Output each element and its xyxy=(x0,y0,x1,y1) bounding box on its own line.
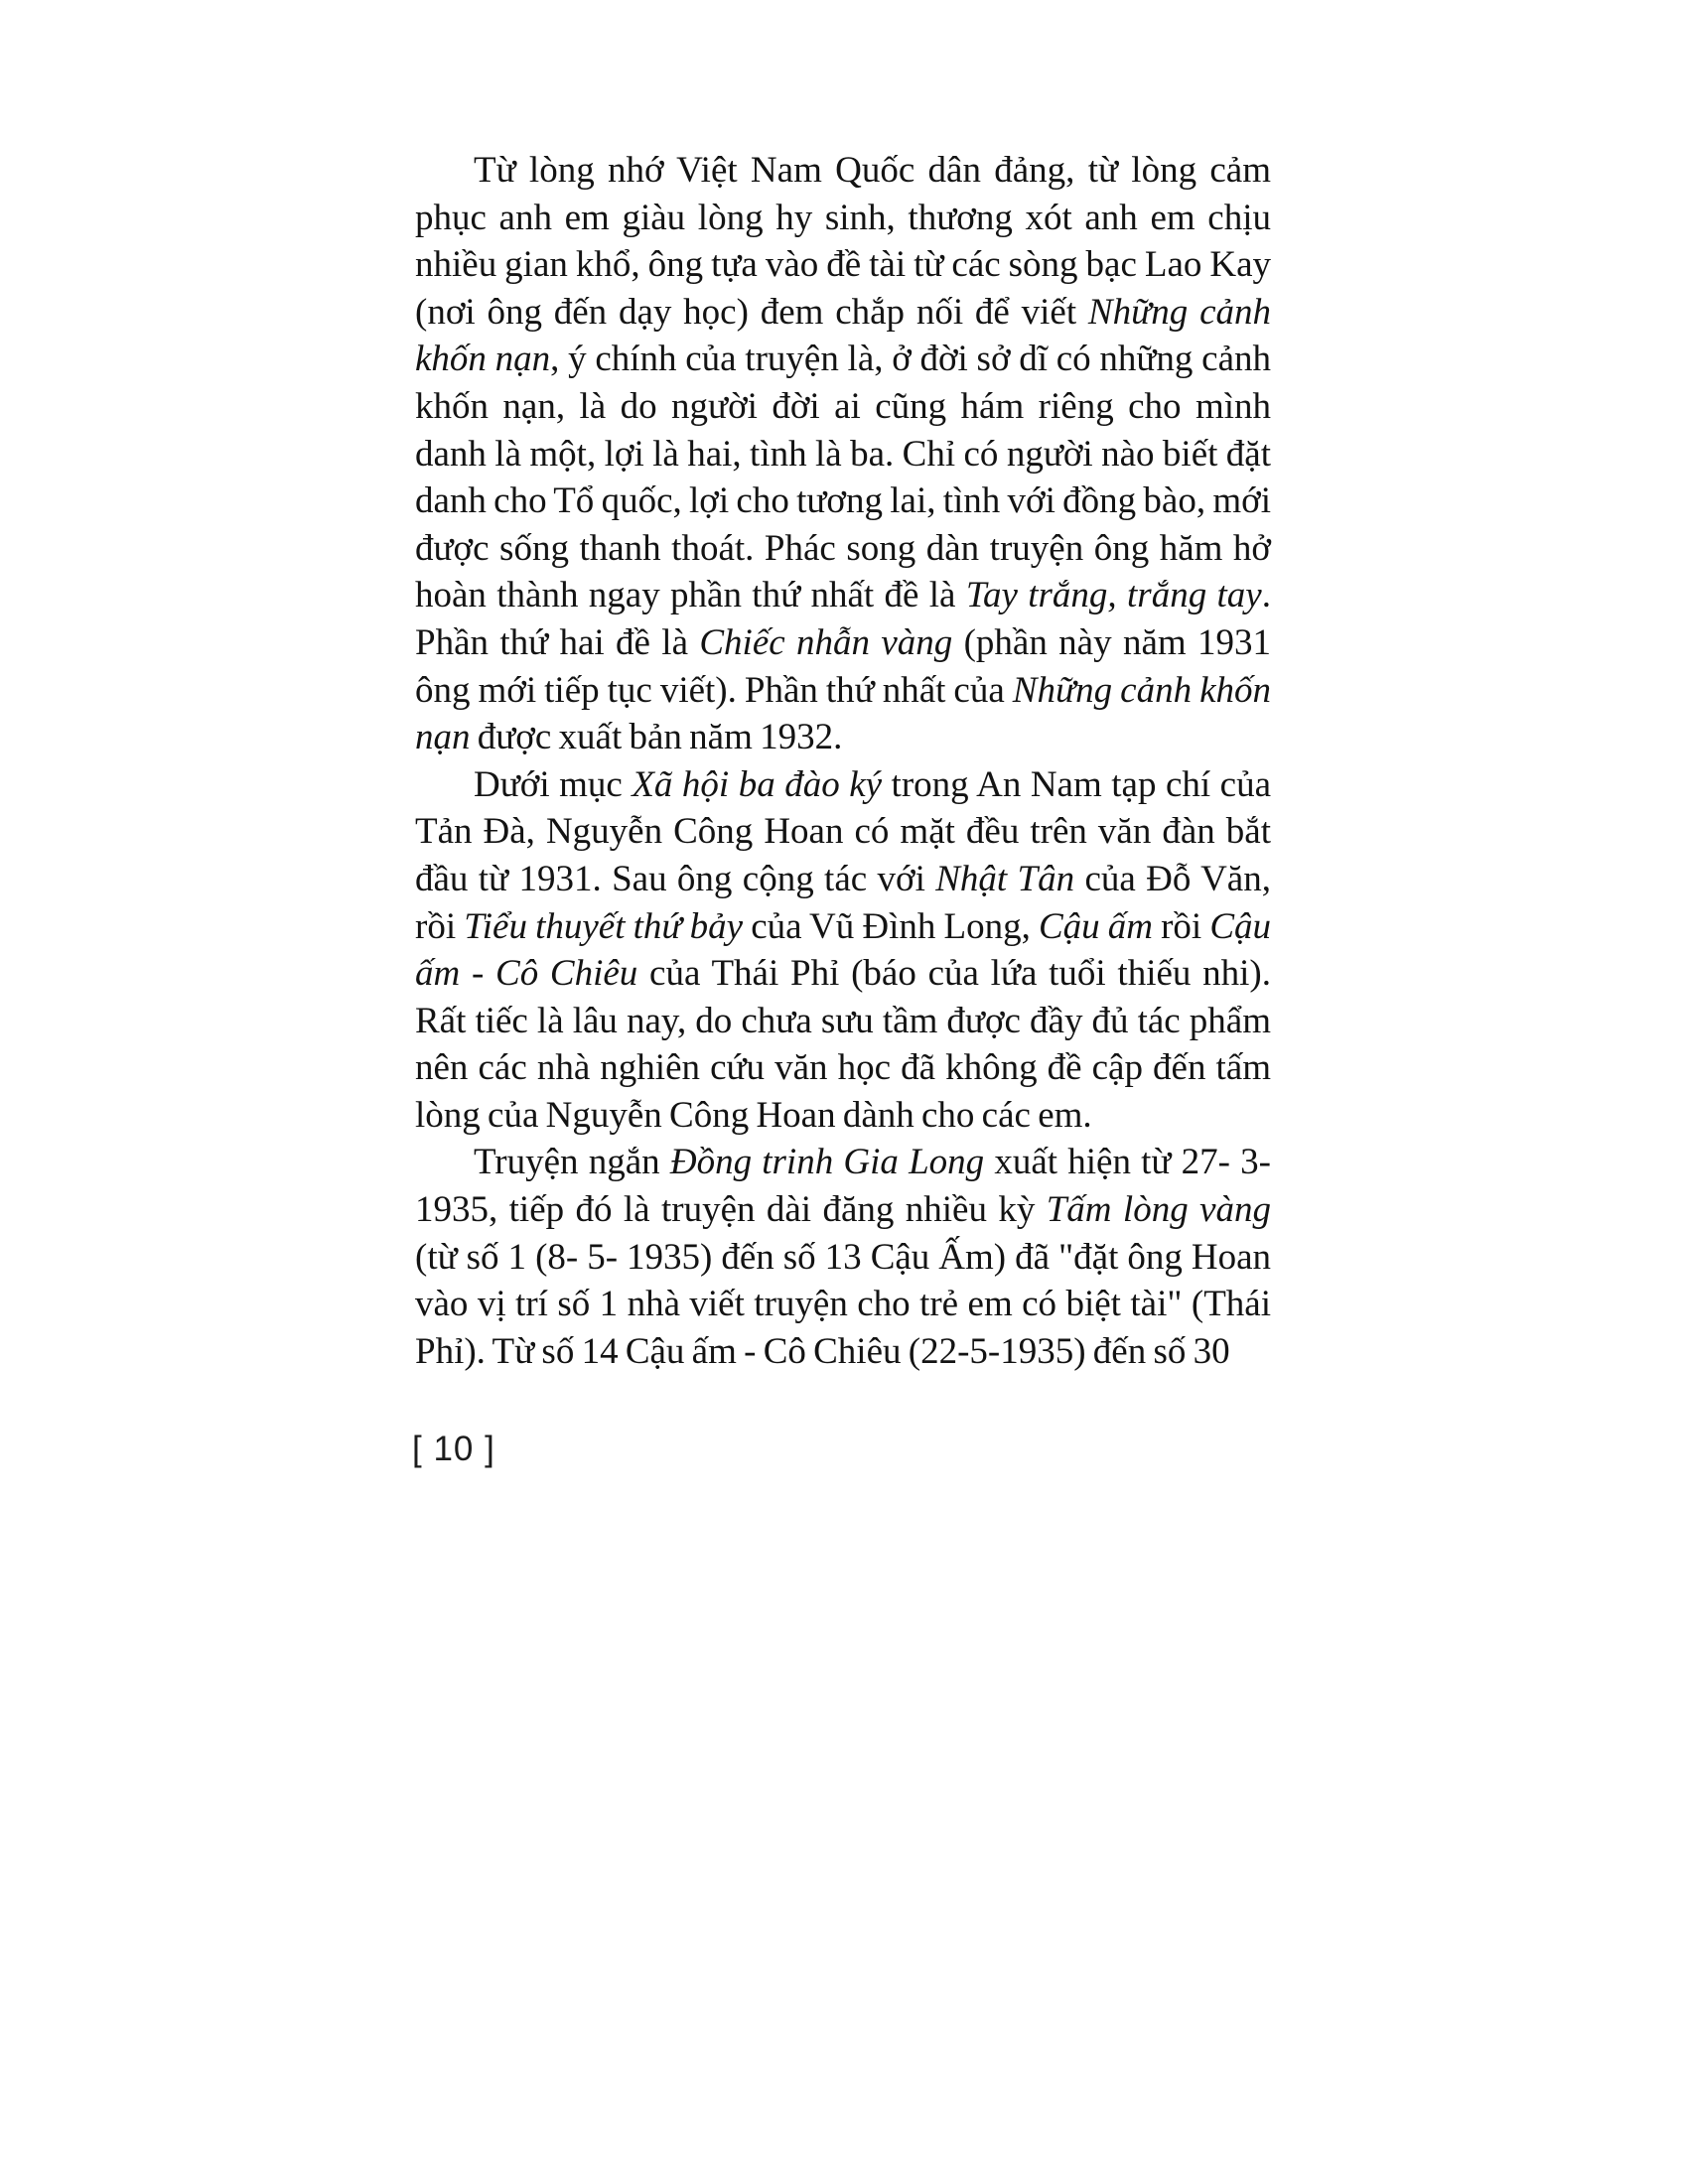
text-run: được xuất bản năm 1932. xyxy=(470,717,843,758)
text-run: của Đỗ Văn, rồi xyxy=(415,858,1271,947)
text-run: Từ lòng nhớ Việt Nam Quốc dân đảng, từ lòng cảm phục anh em giàu lòng hy sinh, thương xót anh em chịu nhiều gian khổ, ông tựa vào đề tài từ các sòng bạc Lao Kay (nơi ông đến dạy học) đem chắp nối để viết xyxy=(415,150,1271,333)
text-run: , ý chính của truyện là, ở đời sở dĩ có những cảnh khốn nạn, là do người đời ai cũng hám riêng cho mình danh là một, lợi là hai, tình là ba. Chỉ có người nào biết đặt danh cho Tổ quốc, lợi cho tương lai, tình với đồng bào, mới được sống thanh thoát. Phác song dàn truyện ông hăm hở hoàn thành ngay phần thứ nhất đề là xyxy=(415,339,1271,616)
italic-text-run: Cậu ấm xyxy=(1038,905,1153,947)
italic-text-run: Những cảnh khốn nạn xyxy=(415,669,1271,758)
text-run: rồi xyxy=(1152,905,1210,947)
italic-text-run: Tiểu thuyết thứ bảy xyxy=(464,905,744,947)
italic-text-run: Chiếc nhẫn vàng xyxy=(699,621,953,663)
paragraph xyxy=(415,761,1271,1140)
text-run: Dưới mục xyxy=(474,763,633,805)
text-run: Truyện ngắn xyxy=(474,1142,670,1183)
italic-text-run: Nhật Tân xyxy=(935,858,1075,899)
text-run: của Thái Phỉ (báo của lứa tuổi thiếu nhi). Rất tiếc là lâu nay, do chưa sưu tầm được đầy đủ tác phẩm nên các nhà nghiên cứu văn học đã không đề cập đến tấm lòng của Nguyễn Công Hoan dành cho các em. xyxy=(415,953,1271,1136)
text-run: trong An Nam tạp chí của Tản Đà, Nguyễn Công Hoan có mặt đều trên văn đàn bắt đầu từ 1931. Sau ông cộng tác với xyxy=(415,763,1272,899)
page-text-block xyxy=(415,147,1271,1375)
italic-text-run: Những cảnh khốn nạn xyxy=(415,291,1271,380)
text-run: xuất hiện từ 27- 3- 1935, tiếp đó là truyện dài đăng nhiều kỳ xyxy=(415,1142,1271,1231)
text-run: (phần này năm 1931 ông mới tiếp tục viết). Phần thứ nhất của xyxy=(415,621,1271,711)
text-run: . Phần thứ hai đề là xyxy=(415,575,1271,663)
paragraph xyxy=(415,1139,1271,1375)
italic-text-run: Cậu ấm - Cô Chiêu xyxy=(415,905,1272,995)
italic-text-run: Xã hội ba đào ký xyxy=(632,763,883,805)
paragraph xyxy=(415,147,1271,761)
text-run: (từ số 1 (8- 5- 1935) đến số 13 Cậu Ấm) đã "đặt ông Hoan vào vị trí số 1 nhà viết truyện cho trẻ em có biệt tài" (Thái Phỉ). Từ số 14 Cậu ấm - Cô Chiêu (22-5-1935) đến số 30 xyxy=(415,1236,1271,1372)
italic-text-run: Tấm lòng vàng xyxy=(1046,1189,1271,1231)
italic-text-run: Tay trắng, trắng tay xyxy=(965,575,1262,616)
italic-text-run: Đồng trinh Gia Long xyxy=(669,1142,985,1183)
page-number: [ 10 ] xyxy=(412,1430,495,1468)
text-run: của Vũ Đình Long, xyxy=(743,905,1039,947)
